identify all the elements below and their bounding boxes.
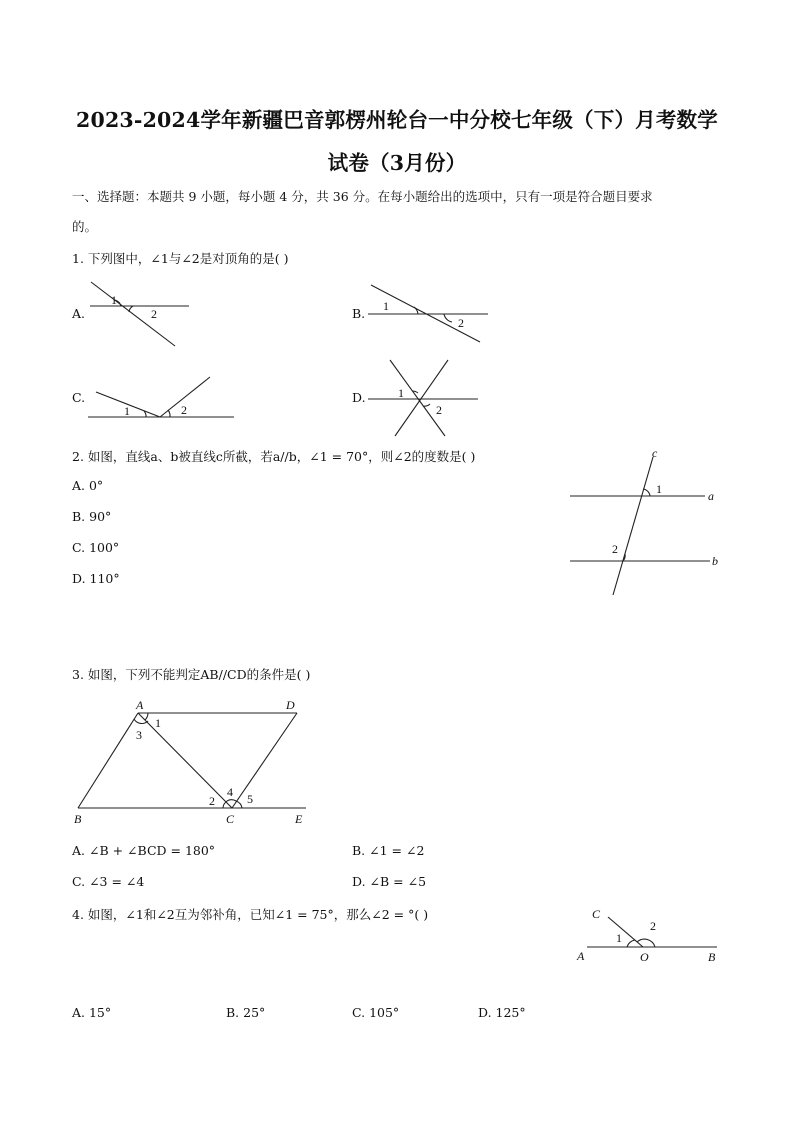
angle-label-4: 4 [227,785,233,799]
angle-arc [168,410,170,417]
label-A: A [136,698,144,712]
label-E: E [295,812,303,826]
angle-label-1: 1 [124,404,130,418]
q1-option-c-label[interactable]: C. [72,390,86,405]
label-b: b [712,554,718,568]
q1-figure-c [88,374,238,424]
section-instructions-cont: 的。 [72,219,98,234]
label-a: a [708,489,714,503]
question-1-stem: 1. 下列图中，∠1与∠2是对顶角的是( ) [72,251,289,266]
angle-arc [145,713,148,720]
q4-option-b[interactable]: B. 25° [226,1005,266,1020]
page-title: 2023-2024学年新疆巴音郭楞州轮台一中分校七年级（下）月考数学 [76,108,718,132]
angle-label-1: 1 [616,931,622,945]
q3-option-b[interactable]: B. ∠1 = ∠2 [352,843,425,858]
section-instructions: 一、选择题：本题共 9 小题，每小题 4 分，共 36 分。在每小题给出的选项中，只有一项是符合题目要求 [72,189,653,204]
q4-option-d[interactable]: D. 125° [478,1005,526,1020]
label-C: C [226,812,235,826]
angle-arc [236,801,242,808]
angle-arc [637,939,655,947]
figure-line [91,282,175,346]
q4-option-c[interactable]: C. 105° [352,1005,400,1020]
q1-figure-b [368,282,498,352]
angle-label-2: 2 [458,316,464,330]
angle-arc [444,314,452,322]
segment-ab [78,713,138,808]
segment-cd [232,713,297,808]
label-c: c [652,446,658,460]
angle-label-1: 1 [656,482,662,496]
q4-figure [575,900,735,970]
angle-label-5: 5 [247,792,253,806]
label-D: D [286,698,295,712]
angle-label-1: 1 [111,293,117,307]
angle-label-1: 1 [383,299,389,313]
label-C: C [592,907,601,921]
q1-figure-a [85,280,205,350]
line-c [613,457,653,595]
q2-option-b[interactable]: B. 90° [72,509,112,524]
angle-label-2: 2 [650,919,656,933]
angle-arc [423,404,430,406]
segment-ac [138,713,232,808]
label-O: O [640,950,649,964]
label-B: B [708,950,716,964]
q1-option-a-label[interactable]: A. [72,306,86,321]
q4-option-a[interactable]: A. 15° [72,1005,112,1020]
question-3-stem: 3. 如图，下列不能判定AB//CD的条件是( ) [72,667,311,682]
angle-label-2: 2 [209,794,215,808]
ray-oc [608,917,643,947]
question-4-stem: 4. 如图，∠1和∠2互为邻补角，已知∠1 = 75°，那么∠2 = °( ) [72,907,429,922]
angle-label-1: 1 [155,716,161,730]
angle-label-2: 2 [181,403,187,417]
angle-label-1: 1 [398,386,404,400]
q3-option-a[interactable]: A. ∠B + ∠BCD = 180° [72,843,216,858]
q2-option-d[interactable]: D. 110° [72,571,120,586]
angle-arc [226,800,236,802]
angle-arc [129,306,133,312]
q3-figure [70,697,320,827]
angle-label-3: 3 [136,728,142,742]
angle-label-2: 2 [151,307,157,321]
q1-figure-d [368,358,488,438]
angle-label-2: 2 [436,403,442,417]
q1-option-b-label[interactable]: B. [352,306,366,321]
q1-option-d-label[interactable]: D. [352,390,366,405]
q2-option-c[interactable]: C. 100° [72,540,120,555]
angle-label-2: 2 [612,542,618,556]
angle-arc [223,802,226,808]
page-title-line2: 试卷（3月份） [327,151,467,175]
label-B: B [74,812,82,826]
q3-option-c[interactable]: C. ∠3 = ∠4 [72,874,145,889]
q2-option-a[interactable]: A. 0° [72,478,104,493]
q3-option-d[interactable]: D. ∠B = ∠5 [352,874,427,889]
q2-figure [565,445,725,605]
angle-arc [627,940,635,947]
angle-arc [643,489,650,496]
label-A: A [577,949,585,963]
question-2-stem: 2. 如图，直线a、b被直线c所截，若a//b，∠1 = 70°，则∠2的度数是( ) [72,449,476,464]
